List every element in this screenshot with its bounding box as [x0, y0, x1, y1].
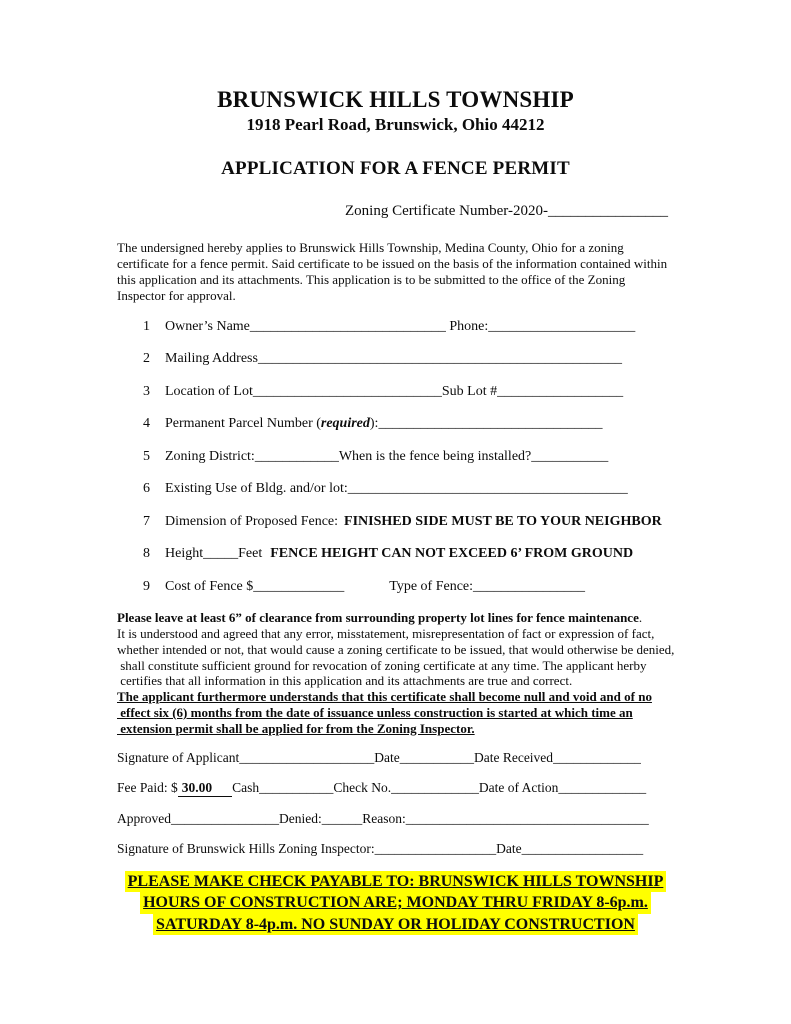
terms-line: certifies that all information in this application and its attachments are true and correct. [117, 673, 573, 689]
item-body [165, 448, 608, 466]
form-title: APPLICATION FOR A FENCE PERMIT [221, 158, 570, 179]
inspector-signature-row [117, 840, 791, 857]
inspector-date-blank: __________________ [521, 840, 644, 856]
item-body [165, 350, 622, 368]
location-of-lot-label: Location of Lot [165, 383, 253, 399]
denied-label: Denied: [279, 810, 322, 826]
highlighted-footer-notice [0, 871, 791, 936]
null-void-clause-line: extension permit shall be applied for from the Zoning Inspector. [117, 720, 475, 736]
install-date-label: When is the fence being installed? [338, 448, 532, 464]
cash-label: Cash [232, 779, 260, 795]
field-zoning-district [143, 448, 791, 466]
field-owners-name [143, 318, 791, 336]
zoning-certificate-blank: ________________ [547, 203, 668, 219]
applicant-signature-row [117, 749, 791, 766]
item-number: 2 [143, 351, 150, 367]
item-body [165, 480, 628, 498]
mailing-address-blank: ____________________________________________________ [257, 351, 622, 367]
item-number: 7 [143, 513, 150, 529]
reason-label: Reason: [362, 810, 406, 826]
footer-line [0, 892, 791, 914]
intro-paragraph [117, 240, 791, 304]
reason-blank: ____________________________________ [405, 810, 649, 826]
clearance-notice-bold: Please leave at least 6” of clearance from surrounding property lot lines for fence maintenance [117, 610, 639, 626]
item-body [165, 415, 602, 433]
item-number: 8 [143, 546, 150, 562]
parcel-number-label: Permanent Parcel Number ( [165, 416, 321, 432]
check-payable-notice: PLEASE MAKE CHECK PAYABLE TO: BRUNSWICK HILLS TOWNSHIP [125, 871, 667, 893]
item-body [165, 513, 662, 531]
construction-hours-notice: HOURS OF CONSTRUCTION ARE; MONDAY THRU FRIDAY 8-6p.m. [140, 892, 651, 914]
terms-line: whether intended or not, that would cause a zoning certificate to be issued, that would otherwise be denied, [117, 641, 675, 657]
mailing-address-label: Mailing Address [165, 351, 258, 367]
parcel-number-label-suffix: ): [369, 416, 379, 432]
approved-denied-row [117, 810, 791, 827]
field-fence-dimension [143, 513, 791, 531]
field-mailing-address [143, 350, 791, 368]
parcel-number-blank: ________________________________ [378, 416, 603, 432]
applicant-signature-label: Signature of Applicant [117, 749, 240, 765]
approved-blank: ________________ [171, 810, 279, 826]
clearance-notice [117, 610, 791, 626]
inspector-signature-blank: __________________ [374, 840, 497, 856]
zoning-certificate-label: Zoning Certificate Number-2020- [345, 203, 548, 219]
item-body [165, 578, 585, 596]
terms-notice [117, 610, 791, 736]
intro-line: The undersigned hereby applies to Brunswick Hills Township, Medina County, Ohio for a zoning [117, 240, 624, 255]
intro-line: Inspector for approval. [117, 287, 236, 303]
fee-paid-label: Fee Paid: $ [117, 779, 178, 795]
applicant-signature-blank: ____________________ [239, 749, 375, 765]
date-blank: ___________ [399, 749, 474, 765]
required-emphasis: required [320, 416, 370, 432]
owners-name-label: Owner’s Name [165, 318, 250, 334]
office-use-section [117, 749, 791, 857]
fence-type-label: Type of Fence: [389, 578, 474, 594]
date-received-label: Date Received [473, 749, 554, 765]
null-void-clause-line: The applicant furthermore understands that this certificate shall become null and void and of no [117, 689, 652, 705]
install-date-blank: ___________ [531, 448, 609, 464]
feet-label: Feet [238, 546, 263, 562]
numbered-fields [143, 318, 791, 596]
township-address: 1918 Pearl Road, Brunswick, Ohio 44212 [246, 115, 545, 134]
fee-paid-row [117, 779, 791, 797]
township-name: BRUNSWICK HILLS TOWNSHIP [217, 87, 574, 112]
item-number: 1 [143, 318, 150, 334]
inspector-date-label: Date [496, 840, 522, 856]
owners-name-blank: ____________________________ [249, 318, 446, 334]
item-body [165, 545, 633, 563]
denied-blank: ______ [321, 810, 363, 826]
weekend-construction-notice: SATURDAY 8-4p.m. NO SUNDAY OR HOLIDAY CONSTRUCTION [153, 914, 638, 936]
height-limit-warning: FENCE HEIGHT CAN NOT EXCEED 6’ FROM GROUND [270, 546, 634, 562]
sub-lot-blank: __________________ [497, 383, 624, 399]
field-location-of-lot [143, 383, 791, 401]
check-no-blank: _____________ [391, 779, 479, 795]
inspector-signature-label: Signature of Brunswick Hills Zoning Inspector: [117, 840, 375, 856]
fence-cost-blank: _____________ [253, 578, 345, 594]
clearance-notice-period: . [638, 610, 643, 626]
item-number: 4 [143, 416, 150, 432]
date-label: Date [374, 749, 400, 765]
zoning-district-label: Zoning District: [165, 448, 255, 464]
footer-line [0, 871, 791, 893]
approved-label: Approved [117, 810, 171, 826]
item-number: 9 [143, 578, 150, 594]
phone-label: Phone: [445, 318, 489, 334]
fence-cost-label: Cost of Fence $ [165, 578, 254, 594]
location-of-lot-blank: ___________________________ [252, 383, 442, 399]
finished-side-warning: FINISHED SIDE MUST BE TO YOUR NEIGHBOR [344, 513, 662, 529]
fee-amount: 30.00 [178, 779, 232, 797]
phone-blank: _____________________ [488, 318, 636, 334]
field-fence-height [143, 545, 791, 563]
item-body [165, 383, 623, 401]
date-of-action-blank: _____________ [558, 779, 647, 795]
null-void-clause-line: effect six (6) months from the date of issuance unless construction is started at which time an [117, 704, 633, 720]
sub-lot-label: Sub Lot # [441, 383, 498, 399]
intro-line: certificate for a fence permit. Said certificate to be issued on the basis of the information contained within [117, 255, 668, 271]
terms-line: It is understood and agreed that any error, misstatement, misrepresentation of fact or expression of fact, [117, 625, 655, 641]
date-received-blank: _____________ [553, 749, 641, 765]
field-existing-use [143, 480, 791, 498]
existing-use-blank: ________________________________________ [347, 481, 628, 497]
date-of-action-label: Date of Action [478, 779, 559, 795]
item-number: 6 [143, 481, 150, 497]
cash-blank: ___________ [259, 779, 334, 795]
zoning-certificate-line [345, 202, 791, 220]
existing-use-label: Existing Use of Bldg. and/or lot: [165, 481, 348, 497]
item-number: 5 [143, 448, 150, 464]
terms-line: shall constitute sufficient ground for revocation of zoning certificate at any time. The applicant herby [117, 657, 647, 673]
field-fence-cost [143, 578, 791, 596]
footer-line [0, 914, 791, 936]
item-number: 3 [143, 383, 150, 399]
check-no-label: Check No. [333, 779, 392, 795]
item-body [165, 318, 635, 336]
fence-type-blank: ________________ [473, 578, 586, 594]
field-parcel-number [143, 415, 791, 433]
height-blank: _____ [203, 546, 239, 562]
height-label: Height [165, 546, 204, 562]
intro-line: this application and its attachments. This application is to be submitted to the office of the Zoning [117, 271, 626, 287]
fence-dimension-label: Dimension of Proposed Fence: [165, 513, 339, 529]
zoning-district-blank: ____________ [254, 448, 339, 464]
